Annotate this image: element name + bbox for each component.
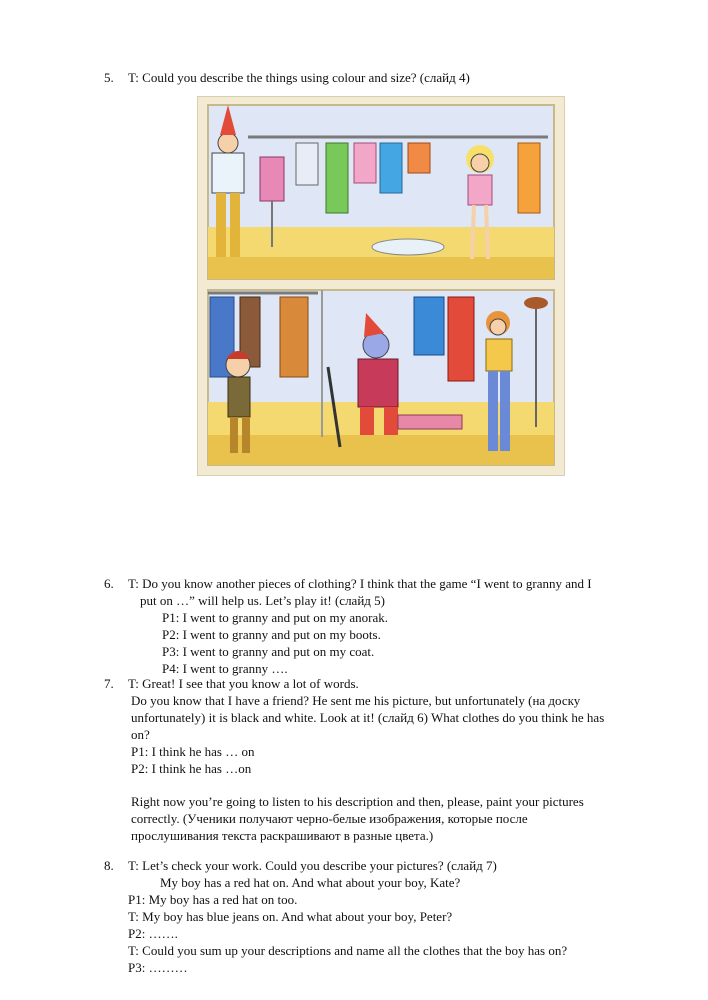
section-5-number: 5. [104,70,114,85]
section-8-line-4: T: My boy has blue jeans on. And what about your boy, Peter? [128,909,453,924]
section-6-dialogue-p1: P1: I went to granny and put on my anorak. [162,610,389,625]
section-7-line-2: Do you know that I have a friend? He sent me his picture, but unfortunately (на доску [131,693,581,708]
section-7-paragraph-3: прослушивания текста раскрашивают в разные цвета.) [131,828,434,843]
section-8-line-5: P2: ……. [128,926,178,941]
section-6-line-1: T: Do you know another pieces of clothing? I think that the game “I went to granny and I [128,576,592,591]
section-7-line-5: P1: I think he has … on [131,744,255,759]
section-6-dialogue-p4: P4: I went to granny …. [162,661,288,676]
clothes-shop-illustration [197,96,565,476]
section-5-text: T: Could you describe the things using colour and size? (слайд 4) [128,70,470,85]
section-8-line-2: My boy has a red hat on. And what about your boy, Kate? [160,875,461,890]
section-8-line-7: P3: ……… [128,960,188,975]
section-8-line-6: T: Could you sum up your descriptions and name all the clothes that the boy has on? [128,943,568,958]
section-6-number: 6. [104,576,114,591]
section-7-number: 7. [104,676,114,691]
section-8-line-1: T: Let’s check your work. Could you describe your pictures? (слайд 7) [128,858,497,873]
section-7-line-4: on? [131,727,150,742]
clothes-shop-scene-icon [198,97,564,475]
section-6-dialogue-p2: P2: I went to granny and put on my boots. [162,627,381,642]
section-7-line-1: T: Great! I see that you know a lot of words. [128,676,359,691]
section-7-paragraph-1: Right now you’re going to listen to his description and then, please, paint your pictures [131,794,584,809]
section-6-dialogue-p3: P3: I went to granny and put on my coat. [162,644,375,659]
section-8-number: 8. [104,858,114,873]
section-7-line-6: P2: I think he has …on [131,761,252,776]
section-7-paragraph-2: correctly. (Ученики получают черно-белые изображения, которые после [131,811,528,826]
section-8-line-3: P1: My boy has a red hat on too. [128,892,298,907]
section-7-line-3: unfortunately) it is black and white. Look at it! (слайд 6) What clothes do you think he has [131,710,605,725]
section-6-line-2: put on …” will help us. Let’s play it! (слайд 5) [140,593,385,608]
